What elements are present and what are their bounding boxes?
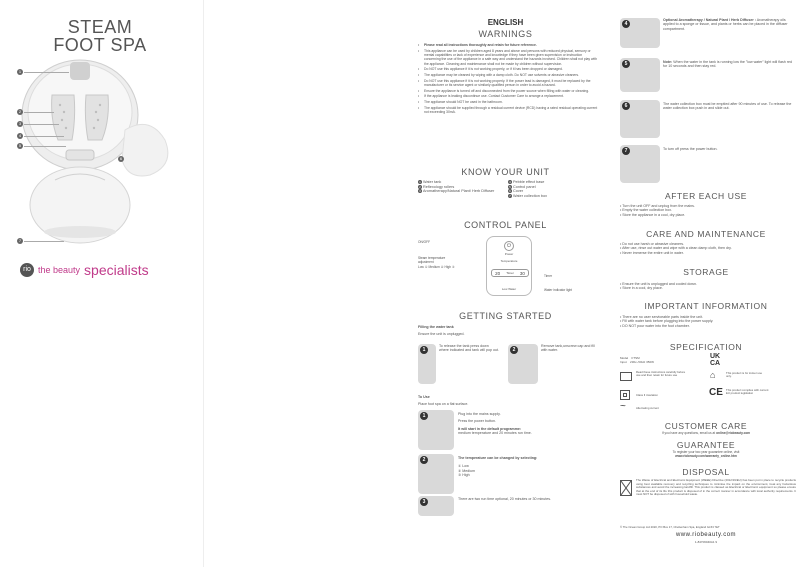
indoor-label: This product is for indoor use only. bbox=[726, 371, 763, 379]
callout-line bbox=[24, 124, 59, 125]
water-indicator-callout: Water indicator light bbox=[544, 288, 573, 292]
ac-label: Alternating current bbox=[636, 406, 659, 410]
warning-item: • Do NOT use this appliance if it is not working properly. If the power lead is damaged, it must be replaced by the manufacturer or its service agent or similarly qualified person in order to avoid a hazard. bbox=[418, 79, 598, 88]
class2-label: Class II insulation bbox=[636, 393, 658, 397]
step-6-text: The water collection box must be emptied after 90 minutes of use. To release the water collection box push in and slide out. bbox=[663, 102, 792, 111]
temperature-label: Temperature bbox=[500, 259, 518, 263]
care-list: • Do not use harsh or abrasive cleaners. • After use, rinse out water and wipe with a clean damp cloth, then dry. • Never immerse the entire unit in water. bbox=[620, 242, 732, 255]
timer-20: 20 bbox=[495, 270, 501, 276]
to-use-sub: Place foot spa on a flat surface. bbox=[418, 402, 469, 406]
callout-5: 5 bbox=[18, 143, 22, 148]
cover-title-line1: STEAM bbox=[67, 17, 133, 37]
class2-icon bbox=[620, 390, 630, 400]
rio-logo-icon: rio bbox=[20, 263, 34, 277]
cover-panel bbox=[0, 0, 200, 567]
warning-item: • The appliance may be cleaned by wiping with a damp cloth. Do NOT use solvents or abrasive cleaners. bbox=[418, 73, 598, 77]
fill-step-1-image: 1 bbox=[418, 344, 436, 384]
customer-care-heading: CUSTOMER CARE bbox=[664, 421, 748, 431]
unit-part: 1 Water tank bbox=[419, 180, 442, 184]
warnings-list bbox=[418, 43, 598, 116]
disposal-heading: DISPOSAL bbox=[682, 467, 730, 477]
power-label: Power bbox=[504, 252, 514, 256]
footer-code: 1-84706040A1 9 bbox=[694, 540, 718, 544]
ac-icon: ~ bbox=[620, 401, 626, 412]
warnings-heading: WARNINGS bbox=[478, 29, 533, 39]
foot-spa-illustration bbox=[0, 0, 200, 260]
brand-prefix: the beauty bbox=[38, 265, 81, 275]
callout-line bbox=[24, 112, 54, 113]
unit-part: 2 Reflexology rollers bbox=[419, 184, 455, 189]
callout-2: 2 bbox=[18, 109, 22, 114]
callout-1: 1 bbox=[18, 69, 22, 74]
ce-mark: CE bbox=[709, 387, 723, 398]
power-icon: ⏻ bbox=[504, 241, 514, 251]
step-4-text: Optional Aromatherapy / Natural Plant / Herb Diffuser : Aromatherapy oils applied to a sponge or tissue, and plants or herbs can be placed in the diffuser compartment. bbox=[663, 18, 788, 31]
weee-bin-icon bbox=[620, 480, 632, 496]
low-water-label: Low Water bbox=[501, 287, 517, 291]
control-panel-heading: CONTROL PANEL bbox=[464, 220, 547, 230]
unit-part: 5 Control panel bbox=[509, 184, 536, 189]
callout-3: 3 bbox=[18, 121, 22, 126]
timer-label: Timer bbox=[506, 271, 514, 275]
use-step-2-image: 2 bbox=[418, 454, 454, 494]
callout-7: 7 bbox=[18, 238, 22, 243]
use-step-3-text: There are two run time optional, 20 minutes or 30 minutes. bbox=[458, 497, 552, 501]
warning-item: • Ensure the appliance is turned off and disconnected from the power source when filling with water or cleaning. bbox=[418, 89, 598, 93]
use-step-1-image: 1 bbox=[418, 410, 454, 450]
getting-started-heading: GETTING STARTED bbox=[459, 311, 552, 321]
important-heading: IMPORTANT INFORMATION bbox=[644, 301, 768, 311]
warning-item: • Please read all instructions thoroughly and retain for future reference. bbox=[418, 43, 598, 47]
fill-step-1-text: To release the tank press down where indicated and tank will pop out. bbox=[439, 344, 499, 353]
use-step-2-text: The temperature can be changed by selecting: ① Low ② Medium ③ High bbox=[458, 456, 538, 478]
guarantee-heading: GUARANTEE bbox=[676, 440, 736, 450]
step-4-image: 4 bbox=[620, 18, 660, 48]
step-7-text: To turn off press the power button. bbox=[663, 147, 718, 151]
info-panel bbox=[612, 0, 800, 567]
manual-icon bbox=[620, 372, 632, 381]
timer-callout: Timer bbox=[544, 274, 553, 278]
storage-list: • Ensure the unit is unplugged and cooled down. • Store in a cool, dry place. bbox=[620, 282, 697, 291]
care-heading: CARE AND MAINTENANCE bbox=[646, 229, 766, 239]
brand-name: specialists bbox=[84, 262, 149, 278]
know-your-unit-heading: KNOW YOUR UNIT bbox=[461, 167, 550, 177]
footer-url[interactable]: www.riobeauty.com bbox=[675, 532, 737, 538]
brand-logo bbox=[20, 262, 149, 278]
indoor-icon: ⌂ bbox=[710, 370, 716, 380]
steam-label: Steam temperature adjustment bbox=[418, 256, 446, 265]
unit-part: 3 Aromatherapy/Natural Plant/ Herb Diffuser bbox=[419, 189, 495, 193]
use-step-3-image: 3 bbox=[418, 496, 454, 516]
guarantee-text: To register your two year guarantee online, visit www.riobeauty.com/warranty_online.htm bbox=[672, 450, 740, 458]
warning-item: • The appliance should be supplied through a residual current device (RCD) having a rated residual operating current not exceeding 30mA. bbox=[418, 106, 598, 115]
cover-title-line2: FOOT SPA bbox=[53, 35, 147, 55]
unit-parts-left bbox=[418, 180, 508, 194]
on-off-label: ON/OFF bbox=[418, 240, 431, 244]
after-each-use-list: • Turn the unit OFF and unplug from the mains. • Empty the water collection box. • Store the appliance in a cool, dry place. bbox=[620, 204, 695, 217]
ce-label: This product complies with current EU product legislation bbox=[726, 388, 769, 396]
step-5-text: Note: When the water in the tank is running low the "low water" light will flash red for 10 seconds and then stay red. bbox=[663, 60, 792, 69]
unit-part: 7 Water collection box bbox=[509, 193, 548, 198]
callout-4: 4 bbox=[18, 133, 22, 138]
disposal-text: The Waste of Electrical and Electronic Equipment (WEEE) Directive (2012/19/EU) has been put in place to recycle products using best available recovery and recycling techniques to minimise the impact on the environment, treat any hazardous substances and avoid the increasing landfill. This product is classed as Electrical or Electronic equipment so please ensure that at the end of its life this product is disposed of in the correct manner in accordance with local authority requirements. It must NOT be disposed of with household waste. bbox=[636, 478, 796, 497]
callout-line bbox=[24, 146, 66, 147]
timer-row bbox=[491, 269, 529, 277]
fill-step-2-text: Remove tank,unscrew cap and fill with water. bbox=[541, 344, 595, 353]
callout-6: 6 bbox=[119, 156, 123, 161]
use-step-1-text: Plug into the mains supply. Press the power button. It will start in the default programme: medium temperature and 20 minutes run time. bbox=[458, 412, 532, 436]
unit-part: 6 Cover bbox=[509, 189, 524, 193]
step-6-image: 6 bbox=[620, 100, 660, 138]
filling-sub: Ensure the unit is unplugged. bbox=[418, 332, 465, 336]
read-instructions-label: Read these instructions carefully before use and then retain for future use bbox=[636, 370, 686, 378]
spec-model: Model FTSM Input 230v~50Hz 350W bbox=[620, 356, 654, 364]
warning-item: • This appliance can be used by children aged 8 years and above and persons with reduced physical, sensory or mental capabilities or lack of experience and knowledge if they have been given supervision or instruction concerning the use of the appliance in a safe way and understand the hazards involved. Children shall not play with the appliance. Cleaning and maintenance shall not be made by children without supervision. bbox=[418, 49, 598, 66]
fill-step-2-image: 2 bbox=[508, 344, 538, 384]
warning-item: • Do NOT use this appliance if it is not working properly, or if it has been dropped or damaged. bbox=[418, 67, 598, 71]
after-each-use-heading: AFTER EACH USE bbox=[664, 191, 748, 201]
important-list: • There are no user serviceable parts inside the unit. • Fill with water tank before plugging into the power supply. • DO NOT pour water into the foot chamber. bbox=[620, 315, 714, 328]
unit-part: 4 Pebble effect base bbox=[509, 180, 545, 184]
control-panel-diagram bbox=[486, 236, 532, 296]
callout-line bbox=[24, 136, 64, 137]
unit-parts-right bbox=[508, 180, 598, 198]
page-fold bbox=[203, 0, 204, 567]
filling-title: Filling the water tank bbox=[418, 325, 454, 329]
specification-heading: SPECIFICATION bbox=[669, 342, 743, 352]
instructions-panel bbox=[408, 0, 603, 567]
customer-care-text: If you have any questions, email us at online@riobeauty.com bbox=[661, 431, 751, 435]
warning-item: • If the appliance is leaking discontinue use. Contact Customer Care to arrange a replacement. bbox=[418, 94, 598, 98]
step-7-image: 7 bbox=[620, 145, 660, 183]
warning-item: • The appliance should NOT be used in the bathroom. bbox=[418, 100, 598, 104]
callout-line bbox=[24, 241, 64, 242]
callout-line bbox=[24, 72, 69, 73]
language-heading: ENGLISH bbox=[487, 18, 524, 27]
temp-options: Low ① Medium ② High ③ bbox=[418, 265, 455, 269]
ukca-mark: UK CA bbox=[710, 353, 721, 367]
timer-30: 30 bbox=[519, 270, 525, 276]
to-use-title: To Use bbox=[418, 395, 430, 399]
storage-heading: STORAGE bbox=[683, 267, 729, 277]
copyright: © The Ocean Group Ltd 2020, PO Box 17, Cheltenham Spa, England GL53 7ET bbox=[620, 525, 720, 529]
step-5-image: 5 bbox=[620, 58, 660, 92]
